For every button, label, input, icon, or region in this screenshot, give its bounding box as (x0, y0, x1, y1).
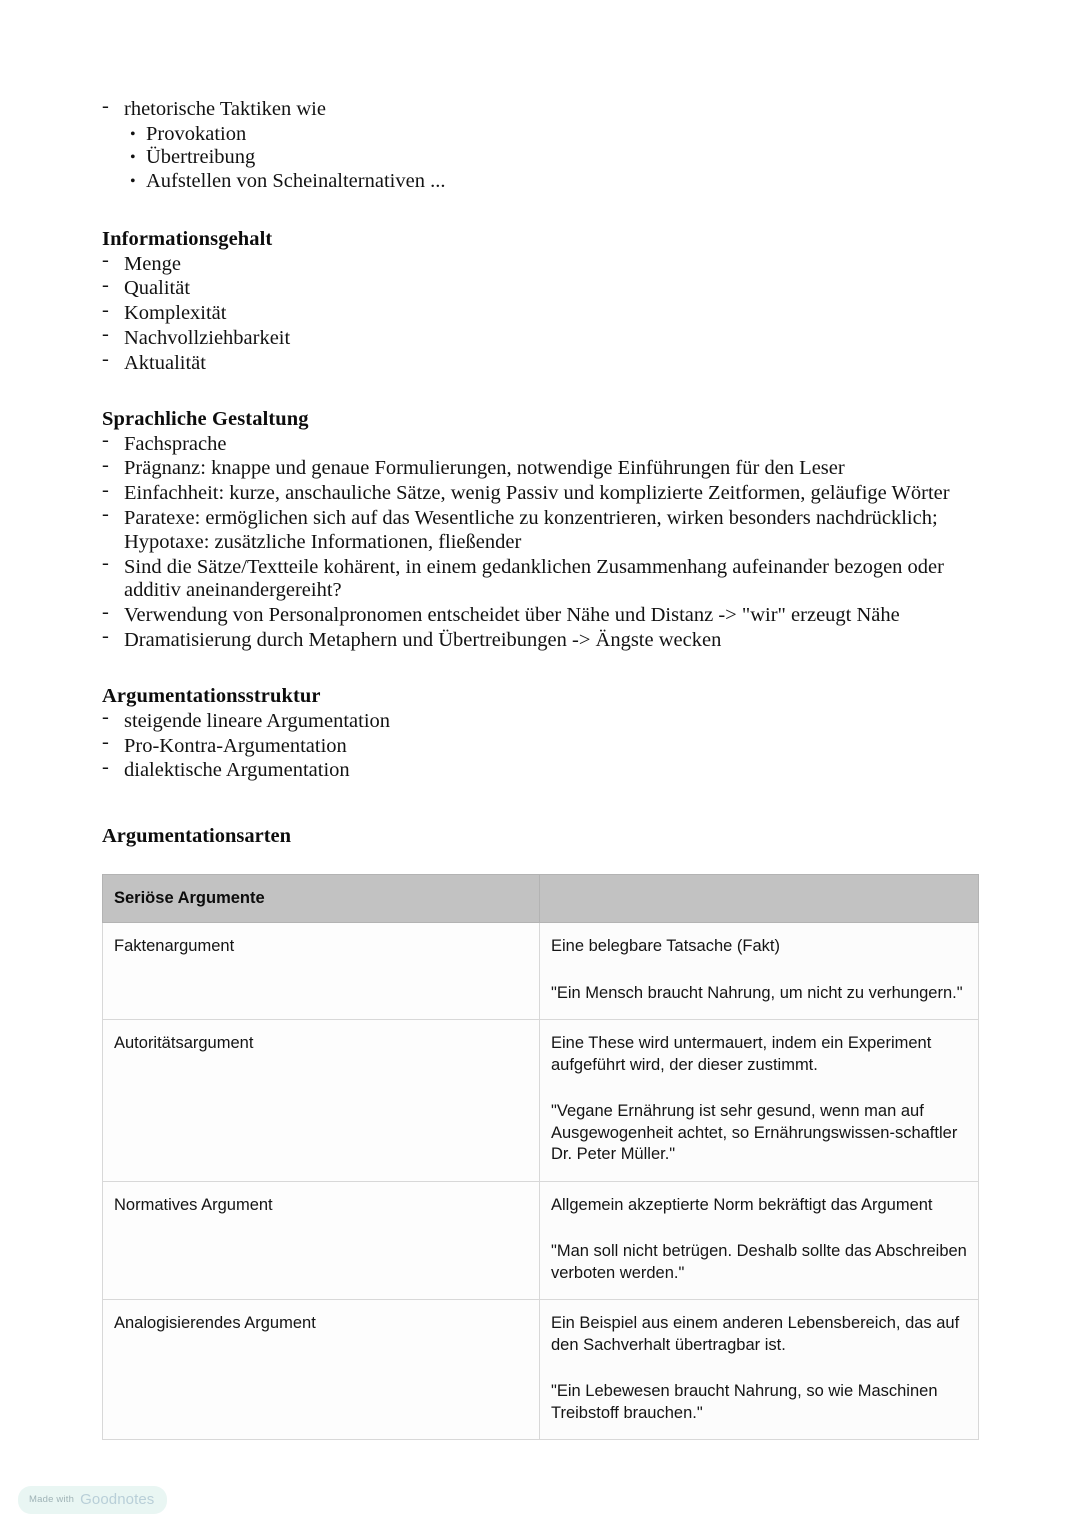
list-item-label: Menge (124, 252, 181, 275)
list-item-label: Fachsprache (124, 432, 227, 455)
list-item-label: Sind die Sätze/Textteile kohärent, in einem gedanklichen Zusammenhang aufeinander bezogen oder additiv aneinandergereiht? (124, 555, 944, 602)
intro-bullet-list (102, 94, 978, 122)
list-item-label: Aufstellen von Scheinalternativen ... (146, 169, 446, 192)
intro-sub-list (102, 123, 978, 194)
list-item (102, 706, 978, 734)
table-row (103, 923, 979, 1020)
dash-bullet-icon: - (102, 625, 109, 648)
list-item (102, 625, 978, 653)
list-item (102, 478, 978, 506)
list-item (102, 94, 978, 122)
list-item-label: Provokation (146, 122, 247, 145)
dash-bullet-icon: - (102, 600, 109, 623)
list-item (130, 146, 978, 170)
argument-definition: Allgemein akzeptierte Norm bekräftigt das Argument (551, 1195, 933, 1214)
list-item-label: Prägnanz: knappe und genaue Formulierungen, notwendige Einführungen für den Leser (124, 457, 845, 480)
list-item (102, 323, 978, 351)
argumentationsarten-table (102, 874, 979, 1440)
dash-bullet-icon: - (102, 503, 109, 526)
section-bullet-list (102, 429, 978, 653)
table-header (103, 875, 979, 923)
dash-bullet-icon: - (102, 273, 109, 296)
list-item-label: Aktualität (124, 351, 206, 374)
spacer (102, 654, 978, 684)
argument-type-label: Normatives Argument (103, 1181, 540, 1300)
spacer (102, 784, 978, 824)
goodnotes-watermark (18, 1486, 167, 1514)
list-item (130, 123, 978, 147)
section-argumentationsstruktur (102, 684, 978, 783)
list-item-label: Dramatisierung durch Metaphern und Übertreibungen -> Ängste wecken (124, 628, 722, 651)
list-item (102, 731, 978, 759)
list-item-label: Komplexität (124, 302, 227, 325)
note-content (102, 94, 978, 1440)
page-title: Argumentationsarten (102, 825, 292, 848)
list-item-label: Übertreibung (146, 146, 256, 169)
list-item-label: steigende lineare Argumentation (124, 709, 391, 732)
intro-block (102, 94, 978, 194)
argument-description-cell (540, 1300, 979, 1440)
dash-bullet-icon: - (102, 323, 109, 346)
dash-bullet-icon: - (102, 94, 109, 117)
argument-definition: Ein Beispiel aus einem anderen Lebensbereich, das auf den Sachverhalt übertragbar ist. (551, 1314, 960, 1354)
argument-example: "Ein Lebewesen braucht Nahrung, so wie Maschinen Treibstoff brauchen." (551, 1382, 938, 1422)
section-bullet-list (102, 706, 978, 783)
section-heading: Argumentationsstruktur (102, 684, 321, 707)
list-item (102, 552, 978, 604)
list-item (102, 600, 978, 628)
argument-description-cell (540, 1181, 979, 1300)
argument-description-cell (540, 1020, 979, 1182)
argument-type-label: Autoritätsargument (103, 1020, 540, 1182)
section-bullet-list (102, 249, 978, 376)
argument-type-label: Faktenargument (103, 923, 540, 1020)
column-header-seriose-argumente: Seriöse Argumente (103, 875, 540, 923)
list-item (102, 755, 978, 783)
argument-example: "Man soll nicht betrügen. Deshalb sollte das Abschreiben verboten werden." (551, 1242, 967, 1282)
list-item-label: Paratexe: ermöglichen sich auf das Wesentliche zu konzentrieren, wirken besonders nachdrücklich; Hypotaxe: zusätzliche Informationen, fließender (124, 506, 938, 553)
dash-bullet-icon: - (102, 706, 109, 729)
table-row (103, 1181, 979, 1300)
argument-example: "Vegane Ernährung ist sehr gesund, wenn man auf Ausgewogenheit achtet, so Ernährungswissen-schaftler Dr. Peter Müller." (551, 1102, 958, 1164)
dot-bullet-icon: • (130, 149, 136, 167)
dash-bullet-icon: - (102, 348, 109, 371)
spacer (102, 377, 978, 407)
dash-bullet-icon: - (102, 552, 109, 575)
dash-bullet-icon: - (102, 755, 109, 778)
list-item-label: Einfachheit: kurze, anschauliche Sätze, wenig Passiv und komplizierte Zeitformen, geläufige Wörter (124, 482, 950, 505)
table-row (103, 1020, 979, 1182)
table-header-row (103, 875, 979, 923)
list-item-label: rhetorische Taktiken wie (124, 98, 326, 120)
table-row (103, 1300, 979, 1440)
dash-bullet-icon: - (102, 731, 109, 754)
section-sprachliche-gestaltung (102, 407, 978, 653)
argument-definition: Eine These wird untermauert, indem ein Experiment aufgeführt wird, der dieser zustimmt. (551, 1034, 932, 1074)
section-heading: Informationsgehalt (102, 227, 273, 250)
dash-bullet-icon: - (102, 298, 109, 321)
list-item-label: dialektische Argumentation (124, 759, 350, 782)
column-header-empty (540, 875, 979, 923)
list-item (102, 273, 978, 301)
dash-bullet-icon: - (102, 429, 109, 452)
list-item (130, 170, 978, 194)
argument-example: "Ein Mensch braucht Nahrung, um nicht zu verhungern." (551, 983, 963, 1002)
dash-bullet-icon: - (102, 453, 109, 476)
dash-bullet-icon: - (102, 478, 109, 501)
list-item (102, 249, 978, 277)
watermark-brand-label: Goodnotes (80, 1491, 155, 1508)
spacer (102, 194, 978, 227)
list-item (102, 503, 978, 555)
list-item (102, 429, 978, 457)
table-body (103, 923, 979, 1440)
section-informationsgehalt (102, 227, 978, 376)
dash-bullet-icon: - (102, 249, 109, 272)
list-item (102, 348, 978, 376)
list-item-label: Qualität (124, 277, 191, 300)
dot-bullet-icon: • (130, 172, 136, 190)
list-item (102, 453, 978, 481)
argument-definition: Eine belegbare Tatsache (Fakt) (551, 937, 780, 956)
list-item (102, 298, 978, 326)
argument-type-label: Analogisierendes Argument (103, 1300, 540, 1440)
list-item-label: Verwendung von Personalpronomen entscheidet über Nähe und Distanz -> "wir" erzeugt Nähe (124, 604, 900, 627)
argument-description-cell (540, 923, 979, 1020)
dot-bullet-icon: • (130, 125, 136, 143)
section-heading: Sprachliche Gestaltung (102, 407, 309, 430)
list-item-label: Pro-Kontra-Argumentation (124, 734, 347, 757)
watermark-made-with-label: Made with (29, 1494, 75, 1505)
list-item-label: Nachvollziehbarkeit (124, 326, 291, 349)
